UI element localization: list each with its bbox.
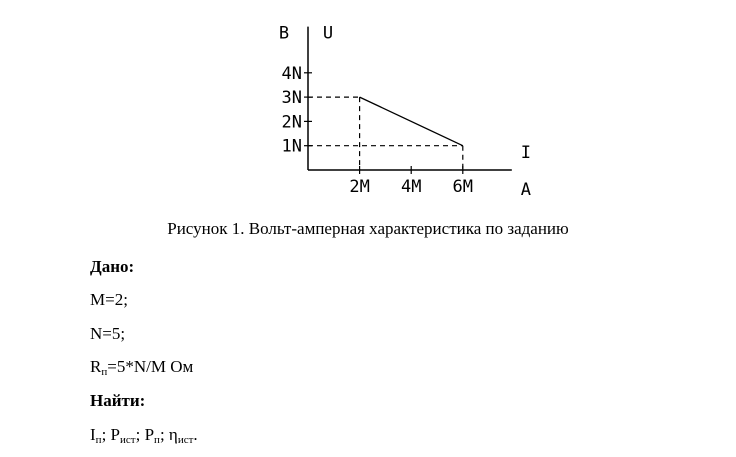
- x-axis-unit: A: [520, 180, 531, 200]
- find-heading: Найти:: [90, 391, 146, 410]
- y-tick-label: 4N: [281, 63, 302, 84]
- given-resistance: $R_п=5*N/M$ Ом: [90, 357, 194, 378]
- y-axis-label: U: [322, 23, 334, 44]
- volt-ampere-chart: [0, 0, 736, 205]
- y-tick-label: 1N: [281, 136, 302, 157]
- y-tick-label: 2N: [281, 112, 302, 133]
- x-axis-label: I: [520, 143, 531, 163]
- y-tick-label: 3N: [281, 88, 302, 109]
- given-n: N=5;: [90, 324, 126, 343]
- find-quantities: $I_п$; $P_{ист}$; $P_п$; $\eta_{ист}$.: [90, 425, 198, 446]
- chart-guides: [308, 97, 463, 170]
- given-m: M=2;: [90, 290, 128, 309]
- chart-labels: [279, 24, 531, 200]
- x-tick-label: 4M: [400, 177, 422, 197]
- chart-series: [360, 97, 463, 146]
- series-line: [360, 97, 463, 146]
- given-heading: Дано:: [90, 257, 135, 276]
- x-tick-label: 2M: [349, 177, 370, 197]
- y-axis-unit: B: [278, 23, 290, 44]
- figure-caption: Рисунок 1. Вольт-амперная характеристика по заданию: [167, 219, 569, 238]
- x-tick-label: 6M: [452, 177, 474, 197]
- chart-axes: [304, 27, 512, 174]
